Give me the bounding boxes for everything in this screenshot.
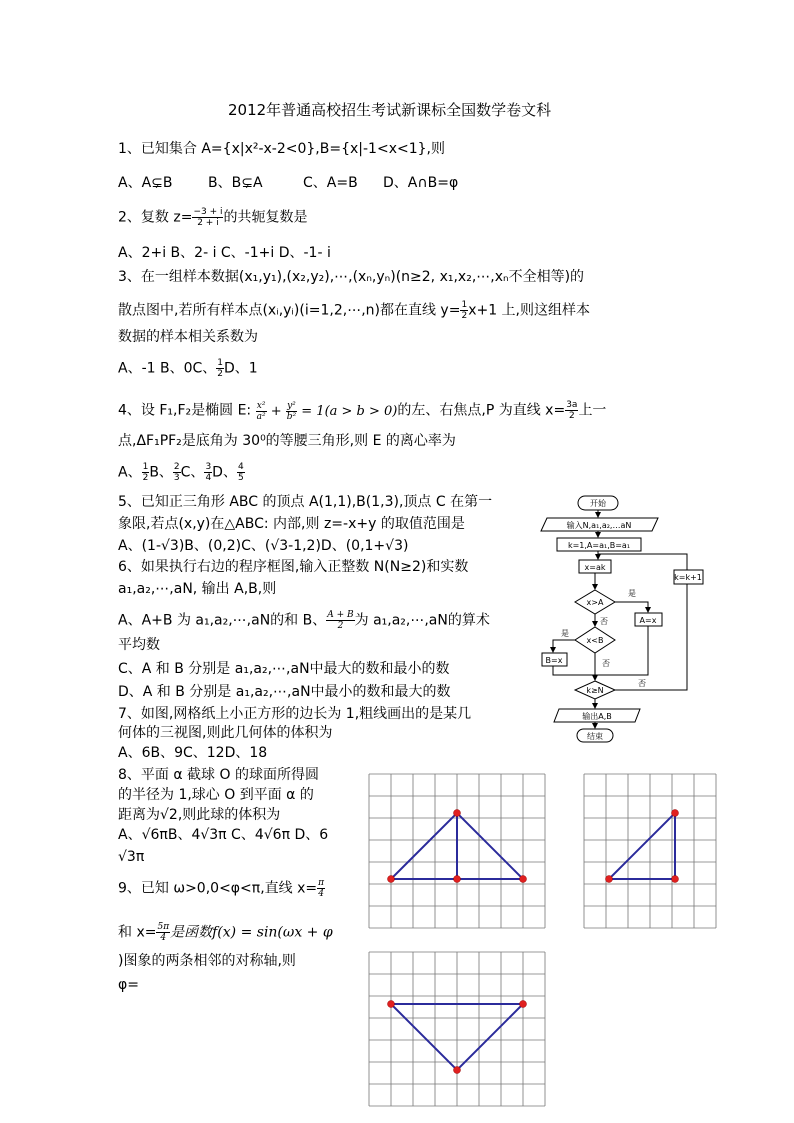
vertex-dot bbox=[672, 810, 679, 817]
vertex-dot bbox=[388, 876, 395, 883]
question-2-prefix: 2、复数 z= bbox=[118, 209, 193, 226]
question-2-suffix: 的共轭复数是 bbox=[223, 209, 308, 226]
question-3-options-b: D、1 bbox=[224, 360, 258, 377]
flowchart-no-2-label: 否 bbox=[602, 659, 610, 668]
vertex-dot bbox=[606, 876, 613, 883]
question-9-line-1 bbox=[118, 878, 325, 899]
question-4-line-1 bbox=[118, 400, 606, 422]
vertex-dot bbox=[520, 876, 527, 883]
question-3-line-2-a: 散点图中,若所有样本点(xᵢ,yᵢ)(i=1,2,⋯,n)都在直线 y= bbox=[118, 302, 461, 319]
question-9-line-4: φ= bbox=[118, 977, 139, 993]
question-4-line-2: 点,ΔF₁PF₂是底角为 30⁰的等腰三角形,则 E 的离心率为 bbox=[118, 433, 456, 449]
question-2-options: A、2+i B、2- i C、-1+i D、-1- i bbox=[118, 245, 331, 261]
question-3-line-3: 数据的样本相关系数为 bbox=[118, 329, 258, 345]
vertex-dot bbox=[454, 876, 461, 883]
a-plus-b-over-2: $\frac{A + B}{2}$ bbox=[327, 610, 354, 631]
ellipse-equation: $\frac{\text{x²}}{\text{a²}}$ + $\frac{\text{y²}}{\text{b²}}$ = 1(a > b > 0) bbox=[256, 400, 398, 422]
flowchart-cond3-label: k≥N bbox=[586, 686, 604, 695]
question-3-options bbox=[118, 358, 258, 379]
question-4-options: A、 $\frac{1}{2}$ B、 $\frac{2}{3}$ C、 $\frac{3}{4}$ D、 $\frac{4}{5}$ bbox=[118, 462, 244, 483]
question-1-option-b: B、B⊊A bbox=[208, 175, 263, 191]
question-8-line-2: 的半径为 1,球心 O 到平面 α 的 bbox=[118, 787, 314, 803]
flowchart-start-label: 开始 bbox=[590, 499, 606, 508]
question-6-line-2: a₁,a₂,⋯,aN, 输出 A,B,则 bbox=[118, 581, 277, 597]
flowchart-yes-2-label: 是 bbox=[561, 629, 569, 638]
question-6-line-6: D、A 和 B 分别是 a₁,a₂,⋯,aN中最小的数和最大的数 bbox=[118, 684, 451, 700]
flowchart-input-label: 输入N,a₁,a₂,…aN bbox=[566, 521, 632, 530]
pi-over-4: $\frac{\pi}{4}$ bbox=[318, 878, 325, 899]
flowchart-no-3-label: 否 bbox=[638, 679, 646, 688]
question-4-line-1-c: 上一 bbox=[578, 402, 607, 419]
question-8-line-1: 8、平面 α 截球 O 的球面所得圆 bbox=[118, 767, 319, 783]
flowchart-increment-label: k=k+1 bbox=[674, 573, 702, 582]
question-4-line-1-b: 的左、右焦点,P 为直线 x= bbox=[397, 402, 566, 419]
half-fraction bbox=[216, 358, 224, 379]
question-9-function: 是函数f(x) = sin(ωx + φ bbox=[170, 924, 333, 941]
question-8-line-3: 距离为√2,则此球的体积为 bbox=[118, 807, 281, 823]
vertex-dot bbox=[388, 1001, 395, 1008]
fraction-numerator: 1 bbox=[461, 300, 468, 310]
question-4-line-1-a: 4、设 F₁,F₂是椭圆 E: bbox=[118, 402, 256, 419]
question-7-options: A、6B、9C、12D、18 bbox=[118, 745, 268, 761]
flowchart-no-1-label: 否 bbox=[600, 617, 608, 626]
flowchart-output-label: 输出A,B bbox=[582, 712, 612, 721]
flowchart-cond1-label: x>A bbox=[586, 598, 604, 607]
flowchart-init-label: k=1,A=a₁,B=a₁ bbox=[567, 541, 631, 550]
flowchart-end-label: 结束 bbox=[587, 732, 603, 741]
question-9-line-3: )图象的两条相邻的对称轴,则 bbox=[118, 953, 296, 969]
question-1-option-a: A、A⊊B bbox=[118, 175, 173, 191]
side-view-triangle bbox=[609, 813, 675, 879]
flowchart-yes-1-label: 是 bbox=[628, 589, 636, 598]
question-6-line-3-a: A、A+B 为 a₁,a₂,⋯,aN的和 B、 bbox=[118, 612, 327, 629]
question-8-line-4: A、√6πB、4√3π C、4√6π D、6 bbox=[118, 827, 329, 843]
five-pi-over-4: $\frac{5\pi}{4}$ bbox=[157, 922, 170, 943]
question-3-options-a: A、-1 B、0C、 bbox=[118, 360, 217, 377]
question-5-line-1: 5、已知正三角形 ABC 的顶点 A(1,1),B(1,3),顶点 C 在第一 bbox=[118, 494, 493, 510]
question-3-line-2-b: x+1 上,则这组样本 bbox=[468, 302, 591, 319]
question-5-options: A、(1-√3)B、(0,2)C、(√3-1,2)D、(0,1+√3) bbox=[118, 538, 409, 554]
question-5-line-2: 象限,若点(x,y)在△ABC: 内部,则 z=-x+y 的取值范围是 bbox=[118, 516, 465, 532]
question-8-line-5: √3π bbox=[118, 849, 145, 865]
question-6-line-3-b: 为 a₁,a₂,⋯,aN的算术 bbox=[354, 612, 490, 629]
fraction-denominator: 2 + i bbox=[197, 218, 219, 228]
vertex-dot bbox=[454, 1067, 461, 1074]
program-flowchart bbox=[535, 492, 710, 744]
vertex-dot bbox=[454, 810, 461, 817]
question-6-line-3 bbox=[118, 610, 490, 631]
question-2-stem bbox=[118, 207, 307, 228]
question-7-line-2: 何体的三视图,则此几何体的体积为 bbox=[118, 725, 333, 741]
question-3-line-1: 3、在一组样本数据(x₁,y₁),(x₂,y₂),⋯,(xₙ,yₙ)(n≥2, x₁,x₂,⋯,xₙ不全相等)的 bbox=[118, 269, 585, 285]
question-6-line-4: 平均数 bbox=[118, 637, 160, 653]
question-7-line-1: 7、如图,网格纸上小正方形的边长为 1,粗线画出的是某几 bbox=[118, 706, 472, 722]
fraction-denominator: 2 bbox=[217, 369, 224, 379]
question-9-line-2 bbox=[118, 922, 333, 943]
three-view-figure bbox=[360, 770, 730, 1120]
page-title: 2012年普通高校招生考试新课标全国数学卷文科 bbox=[228, 101, 552, 119]
flowchart-set-b-label: B=x bbox=[545, 656, 563, 665]
three-a-over-two: $\frac{3a}{2}$ bbox=[566, 400, 578, 421]
vertex-dot bbox=[672, 876, 679, 883]
fraction-denominator: 2 bbox=[461, 311, 468, 321]
fraction-numerator: −3 + i bbox=[193, 207, 223, 217]
question-1-option-d: D、A∩B=φ bbox=[383, 175, 459, 191]
vertex-dot bbox=[520, 1001, 527, 1008]
question-2-fraction bbox=[192, 207, 223, 228]
question-6-line-1: 6、如果执行右边的程序框图,输入正整数 N(N≥2)和实数 bbox=[118, 559, 469, 575]
question-9-line-2-a: 和 x= bbox=[118, 924, 157, 941]
question-9-line-1-a: 9、已知 ω>0,0<φ<π,直线 x= bbox=[118, 880, 318, 897]
question-1-stem: 1、已知集合 A={x|x²-x-2<0},B={x|-1<x<1},则 bbox=[118, 141, 445, 157]
flowchart-assign-label: x=ak bbox=[584, 563, 606, 572]
question-1-option-c: C、A=B bbox=[303, 175, 358, 191]
fraction-numerator: 1 bbox=[217, 358, 224, 368]
question-3-line-2 bbox=[118, 300, 590, 321]
question-6-line-5: C、A 和 B 分别是 a₁,a₂,⋯,aN中最大的数和最小的数 bbox=[118, 661, 450, 677]
flowchart-set-a-label: A=x bbox=[639, 616, 657, 625]
flowchart-cond2-label: x<B bbox=[586, 636, 604, 645]
